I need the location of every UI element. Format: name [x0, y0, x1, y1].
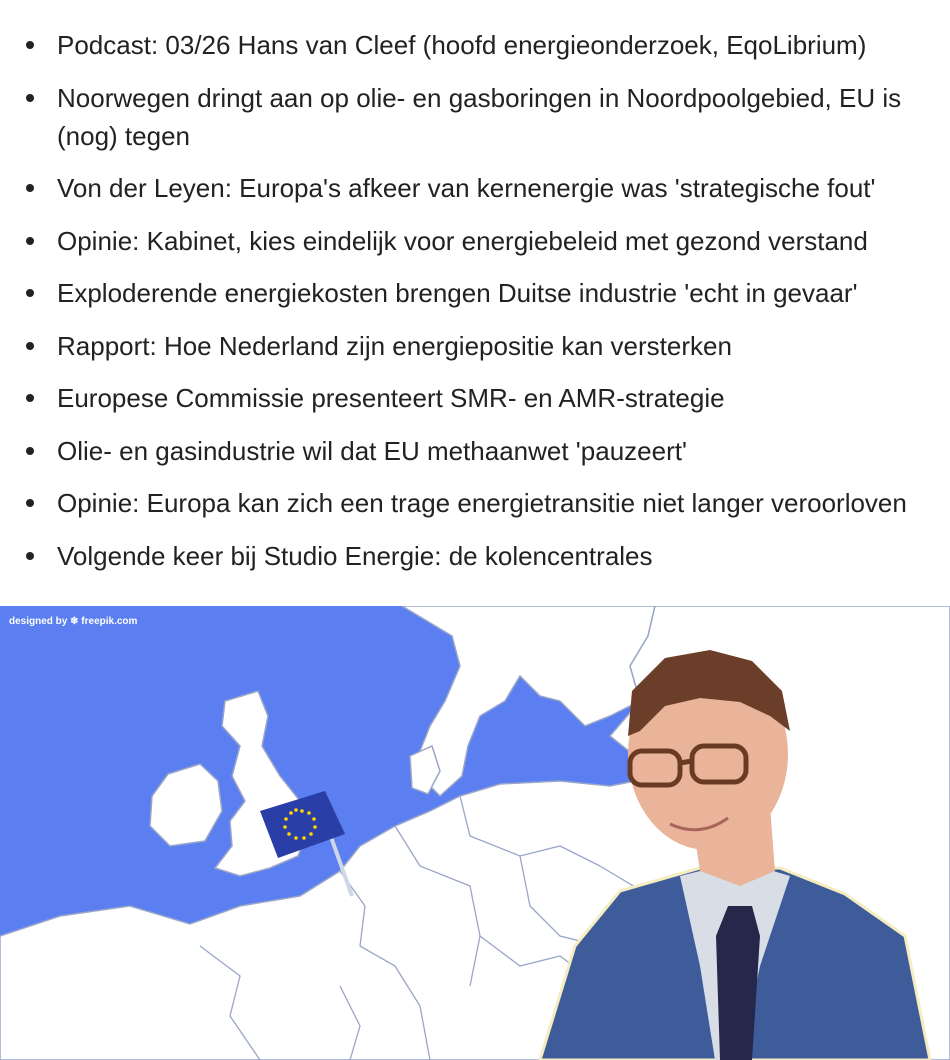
europe-map-illustration: [0, 606, 950, 1060]
news-item-label[interactable]: Opinie: Europa kan zich een trage energietransitie niet langer veroorloven: [57, 488, 907, 518]
news-item[interactable]: [0, 222, 950, 260]
bullet-icon: [26, 94, 34, 102]
news-item-label[interactable]: Rapport: Hoe Nederland zijn energiepositie kan versterken: [57, 330, 732, 361]
hero-image[interactable]: [0, 606, 950, 1060]
news-item[interactable]: [0, 169, 950, 207]
news-item[interactable]: [0, 484, 950, 522]
news-item-label[interactable]: Exploderende energiekosten brengen Duitse industrie 'echt in gevaar': [57, 278, 858, 308]
bullet-icon: [26, 499, 34, 507]
news-item-label[interactable]: Von der Leyen: Europa's afkeer van kernenergie was 'strategische fout': [57, 173, 876, 203]
news-item[interactable]: [0, 79, 950, 155]
news-item-label[interactable]: Volgende keer bij Studio Energie: de kolencentrales: [57, 540, 653, 571]
news-list: [0, 26, 950, 589]
bullet-icon: [26, 342, 34, 350]
bullet-icon: [26, 237, 34, 245]
bullet-icon: [26, 552, 34, 560]
bullet-icon: [26, 447, 34, 455]
bullet-icon: [26, 394, 34, 402]
news-item-label[interactable]: Olie- en gasindustrie wil dat EU methaanwet 'pauzeert': [57, 435, 687, 466]
news-item[interactable]: [0, 537, 950, 575]
news-item-label[interactable]: Podcast: 03/26 Hans van Cleef (hoofd energieonderzoek, EqoLibrium): [57, 30, 867, 60]
image-credit: designed by ❄ freepik.com: [9, 616, 138, 627]
news-item-label[interactable]: Noorwegen dringt aan op olie- en gasboringen in Noordpoolgebied, EU is (nog) tegen: [57, 82, 902, 151]
news-item[interactable]: [0, 379, 950, 417]
bullet-icon: [26, 184, 34, 192]
news-item[interactable]: [0, 432, 950, 470]
news-item-label[interactable]: Europese Commissie presenteert SMR- en AMR-strategie: [57, 383, 725, 413]
news-item[interactable]: [0, 274, 950, 312]
news-item[interactable]: [0, 327, 950, 365]
news-item[interactable]: [0, 26, 950, 64]
bullet-icon: [26, 41, 34, 49]
bullet-icon: [26, 289, 34, 297]
news-item-label[interactable]: Opinie: Kabinet, kies eindelijk voor energiebeleid met gezond verstand: [57, 225, 868, 256]
